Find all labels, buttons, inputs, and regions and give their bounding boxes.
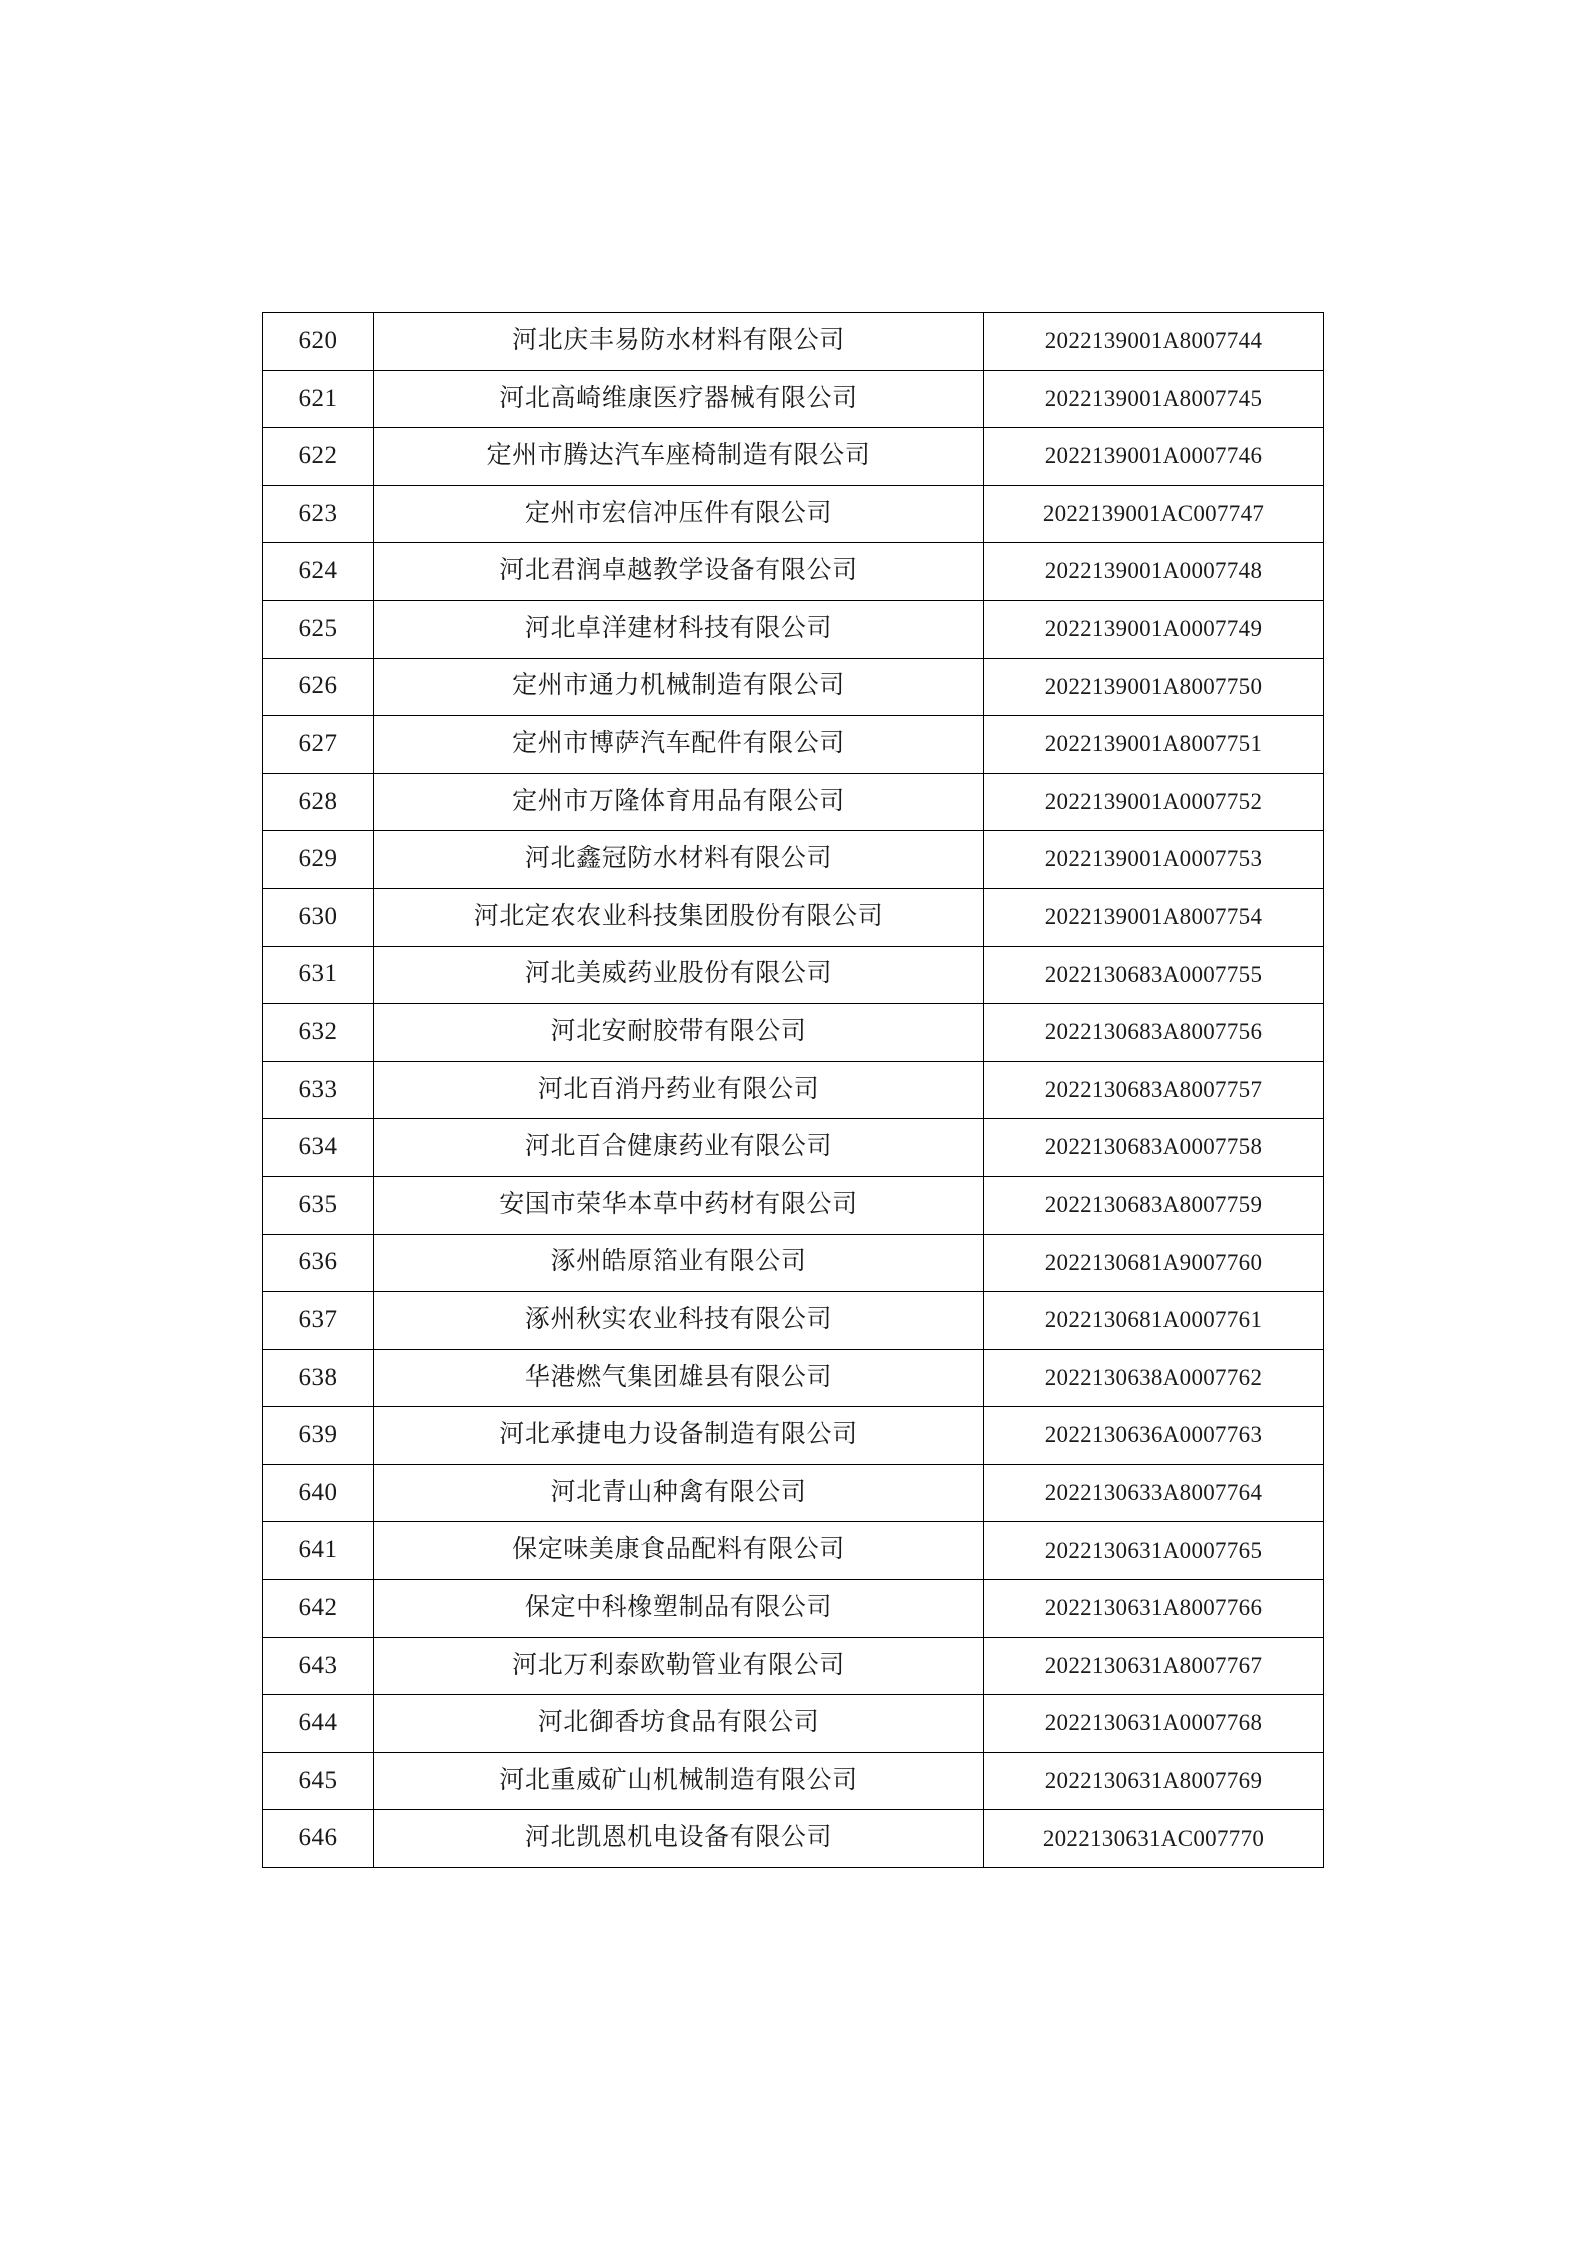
table-row bbox=[263, 1349, 1324, 1407]
registration-code-cell: 2022139001A8007754 bbox=[984, 888, 1324, 946]
enterprise-name-cell: 河北君润卓越教学设备有限公司 bbox=[374, 543, 984, 601]
table-row bbox=[263, 1292, 1324, 1350]
table-row bbox=[263, 716, 1324, 774]
enterprise-name-cell: 定州市万隆体育用品有限公司 bbox=[374, 773, 984, 831]
table-row bbox=[263, 1580, 1324, 1638]
enterprise-name-cell: 河北美威药业股份有限公司 bbox=[374, 946, 984, 1004]
table-row bbox=[263, 888, 1324, 946]
enterprise-name-cell: 河北安耐胶带有限公司 bbox=[374, 1004, 984, 1062]
row-index-cell: 632 bbox=[263, 1004, 374, 1062]
row-index-cell: 641 bbox=[263, 1522, 374, 1580]
table-row bbox=[263, 1810, 1324, 1868]
table-row bbox=[263, 1464, 1324, 1522]
row-index-cell: 630 bbox=[263, 888, 374, 946]
table-row bbox=[263, 1234, 1324, 1292]
enterprise-name-cell: 河北高崎维康医疗器械有限公司 bbox=[374, 370, 984, 428]
row-index-cell: 629 bbox=[263, 831, 374, 889]
row-index-cell: 625 bbox=[263, 600, 374, 658]
row-index-cell: 623 bbox=[263, 485, 374, 543]
registration-code-cell: 2022130631AC007770 bbox=[984, 1810, 1324, 1868]
row-index-cell: 646 bbox=[263, 1810, 374, 1868]
row-index-cell: 642 bbox=[263, 1580, 374, 1638]
table-row bbox=[263, 1061, 1324, 1119]
enterprise-name-cell: 定州市腾达汽车座椅制造有限公司 bbox=[374, 428, 984, 486]
table-row bbox=[263, 831, 1324, 889]
table-row bbox=[263, 1119, 1324, 1177]
table-row bbox=[263, 658, 1324, 716]
enterprise-name-cell: 涿州皓原箔业有限公司 bbox=[374, 1234, 984, 1292]
enterprise-name-cell: 河北青山种禽有限公司 bbox=[374, 1464, 984, 1522]
table-row bbox=[263, 1407, 1324, 1465]
row-index-cell: 643 bbox=[263, 1637, 374, 1695]
table-row bbox=[263, 543, 1324, 601]
enterprise-name-cell: 河北百消丹药业有限公司 bbox=[374, 1061, 984, 1119]
enterprise-name-cell: 河北重威矿山机械制造有限公司 bbox=[374, 1752, 984, 1810]
registration-code-cell: 2022130636A0007763 bbox=[984, 1407, 1324, 1465]
table-row bbox=[263, 1752, 1324, 1810]
registration-code-cell: 2022130681A0007761 bbox=[984, 1292, 1324, 1350]
table-row bbox=[263, 428, 1324, 486]
registration-code-cell: 2022130683A0007755 bbox=[984, 946, 1324, 1004]
enterprise-name-cell: 河北百合健康药业有限公司 bbox=[374, 1119, 984, 1177]
row-index-cell: 627 bbox=[263, 716, 374, 774]
enterprise-name-cell: 河北承捷电力设备制造有限公司 bbox=[374, 1407, 984, 1465]
registration-code-cell: 2022130631A8007769 bbox=[984, 1752, 1324, 1810]
table-row bbox=[263, 1176, 1324, 1234]
registration-code-cell: 2022130633A8007764 bbox=[984, 1464, 1324, 1522]
row-index-cell: 645 bbox=[263, 1752, 374, 1810]
table-row bbox=[263, 773, 1324, 831]
enterprise-name-cell: 河北鑫冠防水材料有限公司 bbox=[374, 831, 984, 889]
enterprise-name-cell: 河北御香坊食品有限公司 bbox=[374, 1695, 984, 1753]
row-index-cell: 634 bbox=[263, 1119, 374, 1177]
table-row bbox=[263, 485, 1324, 543]
table-row bbox=[263, 1522, 1324, 1580]
row-index-cell: 628 bbox=[263, 773, 374, 831]
registration-code-cell: 2022139001A0007748 bbox=[984, 543, 1324, 601]
enterprise-name-cell: 定州市通力机械制造有限公司 bbox=[374, 658, 984, 716]
row-index-cell: 626 bbox=[263, 658, 374, 716]
enterprise-name-cell: 河北凯恩机电设备有限公司 bbox=[374, 1810, 984, 1868]
table-row bbox=[263, 600, 1324, 658]
table-row bbox=[263, 1637, 1324, 1695]
registration-code-cell: 2022130631A8007767 bbox=[984, 1637, 1324, 1695]
registration-code-cell: 2022139001A8007744 bbox=[984, 313, 1324, 371]
row-index-cell: 637 bbox=[263, 1292, 374, 1350]
enterprise-name-cell: 河北卓洋建材科技有限公司 bbox=[374, 600, 984, 658]
row-index-cell: 633 bbox=[263, 1061, 374, 1119]
registration-code-cell: 2022130683A8007756 bbox=[984, 1004, 1324, 1062]
enterprise-name-cell: 河北庆丰易防水材料有限公司 bbox=[374, 313, 984, 371]
registration-code-cell: 2022139001A0007752 bbox=[984, 773, 1324, 831]
row-index-cell: 631 bbox=[263, 946, 374, 1004]
enterprise-name-cell: 涿州秋实农业科技有限公司 bbox=[374, 1292, 984, 1350]
enterprise-name-cell: 河北万利泰欧勒管业有限公司 bbox=[374, 1637, 984, 1695]
enterprise-name-cell: 安国市荣华本草中药材有限公司 bbox=[374, 1176, 984, 1234]
row-index-cell: 622 bbox=[263, 428, 374, 486]
row-index-cell: 620 bbox=[263, 313, 374, 371]
registration-code-cell: 2022130683A0007758 bbox=[984, 1119, 1324, 1177]
row-index-cell: 624 bbox=[263, 543, 374, 601]
registry-table-body bbox=[263, 313, 1324, 1868]
row-index-cell: 635 bbox=[263, 1176, 374, 1234]
registration-code-cell: 2022130631A0007768 bbox=[984, 1695, 1324, 1753]
registration-code-cell: 2022139001A8007751 bbox=[984, 716, 1324, 774]
registration-code-cell: 2022130681A9007760 bbox=[984, 1234, 1324, 1292]
table-row bbox=[263, 1004, 1324, 1062]
registration-code-cell: 2022139001A0007753 bbox=[984, 831, 1324, 889]
enterprise-name-cell: 华港燃气集团雄县有限公司 bbox=[374, 1349, 984, 1407]
registry-table-container bbox=[262, 312, 1323, 1868]
enterprise-name-cell: 保定中科橡塑制品有限公司 bbox=[374, 1580, 984, 1638]
enterprise-name-cell: 定州市宏信冲压件有限公司 bbox=[374, 485, 984, 543]
registration-code-cell: 2022130631A0007765 bbox=[984, 1522, 1324, 1580]
table-row bbox=[263, 1695, 1324, 1753]
enterprise-name-cell: 定州市博萨汽车配件有限公司 bbox=[374, 716, 984, 774]
registration-code-cell: 2022130631A8007766 bbox=[984, 1580, 1324, 1638]
table-row bbox=[263, 313, 1324, 371]
enterprise-name-cell: 河北定农农业科技集团股份有限公司 bbox=[374, 888, 984, 946]
row-index-cell: 638 bbox=[263, 1349, 374, 1407]
table-row bbox=[263, 370, 1324, 428]
row-index-cell: 621 bbox=[263, 370, 374, 428]
row-index-cell: 639 bbox=[263, 1407, 374, 1465]
registration-code-cell: 2022130638A0007762 bbox=[984, 1349, 1324, 1407]
row-index-cell: 644 bbox=[263, 1695, 374, 1753]
registration-code-cell: 2022139001A0007746 bbox=[984, 428, 1324, 486]
registration-code-cell: 2022139001AC007747 bbox=[984, 485, 1324, 543]
row-index-cell: 636 bbox=[263, 1234, 374, 1292]
enterprise-registry-table bbox=[262, 312, 1324, 1868]
enterprise-name-cell: 保定味美康食品配料有限公司 bbox=[374, 1522, 984, 1580]
registration-code-cell: 2022130683A8007759 bbox=[984, 1176, 1324, 1234]
registration-code-cell: 2022130683A8007757 bbox=[984, 1061, 1324, 1119]
registration-code-cell: 2022139001A8007745 bbox=[984, 370, 1324, 428]
row-index-cell: 640 bbox=[263, 1464, 374, 1522]
table-row bbox=[263, 946, 1324, 1004]
registration-code-cell: 2022139001A0007749 bbox=[984, 600, 1324, 658]
registration-code-cell: 2022139001A8007750 bbox=[984, 658, 1324, 716]
